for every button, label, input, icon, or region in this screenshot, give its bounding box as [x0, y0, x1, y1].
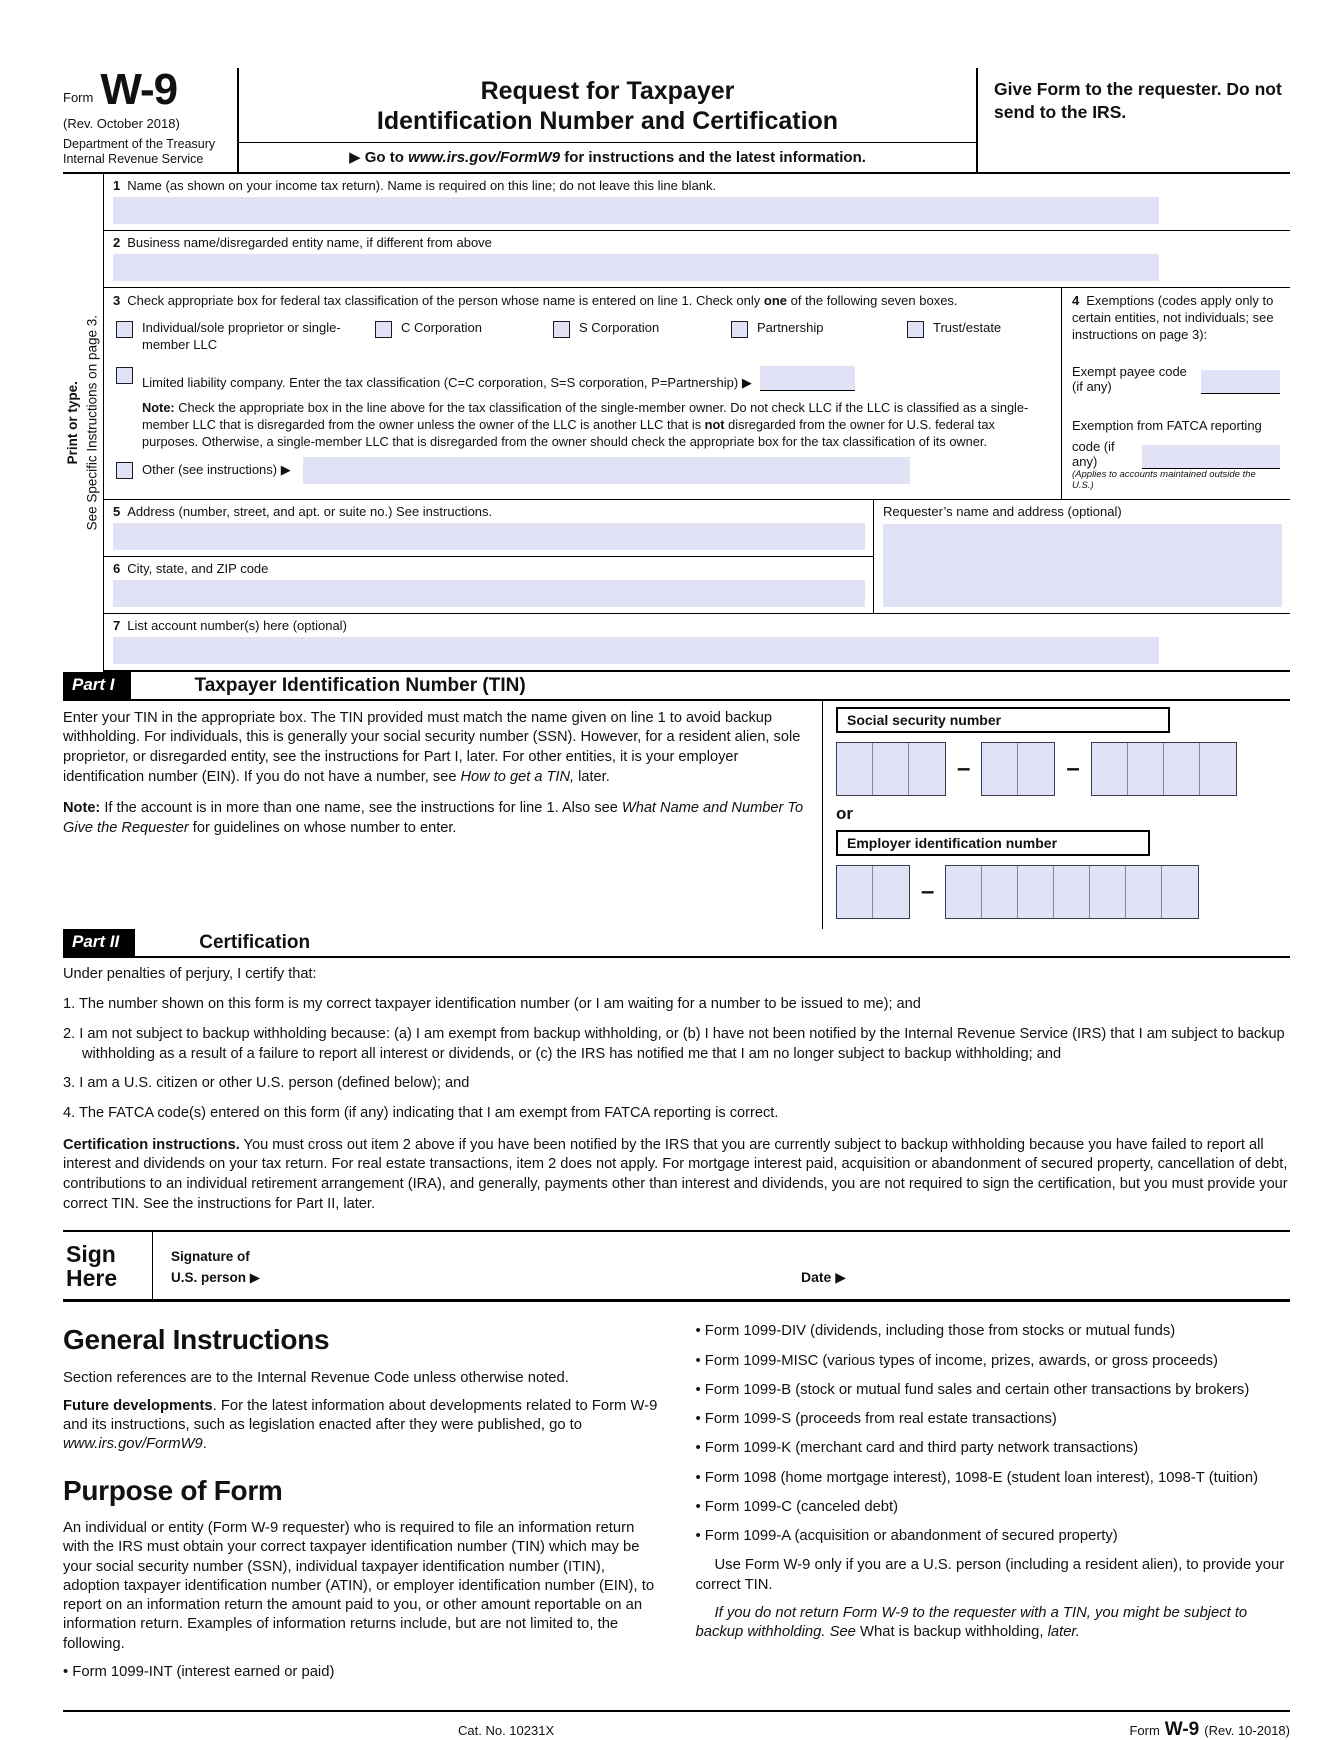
line4-label: Exemptions (codes apply only to certain entities, not individuals; see instructions on page 3):	[1072, 292, 1274, 342]
ein-digit-cell[interactable]	[1090, 866, 1126, 918]
line6-row	[104, 557, 873, 607]
individual-checkbox[interactable]	[116, 321, 133, 338]
ssn-digit-cell[interactable]	[909, 743, 945, 795]
line3-block: 3 Check appropriate box for federal tax classification of the person whose name is entered on line 1. Check only one of the following seven boxes. Individual/sole proprietor or single-member LLC C Corporation S Corporation Partnership Trust/estate Limited liability company. Enter the tax classification (C=C corporation, S=S corporation, P=Partnership) ▶ Note: Check the appropriate box in the line above for the tax classification of the single-member owner. Do not check LLC if the LLC is classified as a single-member LLC that is disregarded from the owner unless the owner of the LLC is another LLC that is not disregarded from the owner for U.S. federal tax purposes. Otherwise, a single-member LLC that is disregarded from the owner should check the appropriate box for the tax classification of its owner. Other (see instructions) ▶ 4 Exemptions (codes apply only to certain entities, not individuals; see instructions on page 3): Exempt payee code (if any) Exemption from FATCA reporting code (if any) (Applies to accounts maintained outside the U.S.)	[104, 288, 1290, 500]
ssn-digit-cell[interactable]	[1164, 743, 1200, 795]
form-bullet-1099-a: • Form 1099-A (acquisition or abandonment of secured property)	[696, 1527, 1291, 1546]
backup-withholding-paragraph: If you do not return Form W-9 to the requester with a TIN, you might be subject to backup withholding. See What is backup withholding, later.	[695, 1604, 1248, 1640]
address-input[interactable]	[113, 523, 865, 550]
footer-form-id: Form W-9 (Rev. 10-2018)	[1129, 1718, 1290, 1740]
partnership-checkbox[interactable]	[731, 321, 748, 338]
c-corporation-checkbox[interactable]	[375, 321, 392, 338]
llc-checkbox[interactable]	[116, 367, 133, 384]
part2-title: Certification	[199, 931, 311, 953]
form-id-block	[63, 65, 239, 172]
line5-number: 5	[113, 503, 121, 519]
ein-digit-cell[interactable]	[1162, 866, 1198, 918]
sign-here-block	[63, 1230, 1290, 1302]
use-form-paragraph: Use Form W-9 only if you are a U.S. person (including a resident alien), to provide your correct TIN.	[695, 1557, 1285, 1593]
general-instructions-section	[63, 1322, 1290, 1692]
ein-input-row	[836, 865, 1290, 919]
line4-block	[1061, 288, 1290, 499]
form-bullet-1099-s: • Form 1099-S (proceeds from real estate transactions)	[696, 1410, 1291, 1429]
signature-label: Signature of U.S. person ▶	[171, 1249, 261, 1286]
applies-note: (Applies to accounts maintained outside the U.S.)	[1072, 468, 1256, 491]
ssn-digit-cell[interactable]	[1092, 743, 1128, 795]
section-references-paragraph: Section references are to the Internal Revenue Code unless otherwise noted.	[63, 1369, 569, 1386]
other-input[interactable]	[303, 457, 910, 484]
requester-name-address-input[interactable]	[883, 524, 1282, 607]
other-checkbox[interactable]	[116, 462, 133, 479]
line56-block	[104, 500, 1290, 614]
fatca-label-line1: Exemption from FATCA reporting	[1072, 417, 1262, 433]
certification-intro: Under penalties of perjury, I certify that:	[63, 965, 317, 982]
exempt-payee-code-input[interactable]	[1201, 370, 1280, 394]
ein-digit-cell[interactable]	[946, 866, 982, 918]
irs-url: www.irs.gov/FormW9	[408, 148, 561, 166]
line7-label: List account number(s) here (optional)	[127, 617, 347, 633]
other-label: Other (see instructions) ▶	[142, 462, 291, 478]
page-title: Request for Taxpayer Identification Number and Certification	[376, 76, 839, 135]
ssn-digit-cell[interactable]	[982, 743, 1018, 795]
line7-row	[104, 614, 1290, 664]
line2-label: Business name/disregarded entity name, if different from above	[127, 234, 492, 250]
form-footer	[63, 1710, 1290, 1738]
ssn-digit-cell[interactable]	[1128, 743, 1164, 795]
line1-number: 1	[113, 177, 121, 193]
ein-digit-cell[interactable]	[982, 866, 1018, 918]
part2-chip: Part II	[63, 929, 135, 956]
llc-label: Limited liability company. Enter the tax classification (C=C corporation, S=S corporation, P=Partnership) ▶	[142, 374, 752, 390]
form-bullet-1099-div: • Form 1099-DIV (dividends, including those from stocks or mutual funds)	[696, 1322, 1291, 1341]
form-word: Form	[63, 89, 94, 105]
fatca-label-line2: code (if any)	[1072, 438, 1115, 469]
exempt-payee-label: Exempt payee code (if any)	[1072, 363, 1187, 394]
ein-dash: –	[921, 877, 935, 905]
form-bullet-1099-b: • Form 1099-B (stock or mutual fund sales and certain other transactions by brokers)	[696, 1381, 1291, 1400]
line5-label: Address (number, street, and apt. or suite no.) See instructions.	[127, 503, 493, 519]
or-label: or	[836, 803, 853, 823]
requester-label: Requester’s name and address (optional)	[883, 503, 1122, 519]
print-or-type-sidebar	[63, 174, 103, 672]
tin-entry-area	[822, 701, 1290, 929]
line1-label: Name (as shown on your income tax return). Name is required on this line; do not leave this line blank.	[127, 177, 717, 193]
ein-digit-cell[interactable]	[873, 866, 909, 918]
city-state-zip-input[interactable]	[113, 580, 865, 607]
goto-instructions-line: ▶ Go to www.irs.gov/FormW9 for instructions and the latest information.	[239, 142, 976, 172]
form-bullet-1099-int: • Form 1099-INT (interest earned or paid)	[63, 1663, 658, 1682]
form-bullet-1099-misc: • Form 1099-MISC (various types of income, prizes, awards, or gross proceeds)	[696, 1352, 1291, 1371]
line3-label: Check appropriate box for federal tax classification of the person whose name is entered on line 1. Check only	[127, 292, 764, 308]
part2-header	[63, 929, 1290, 958]
tin-instructions-paragraph: Enter your TIN in the appropriate box. The TIN provided must match the name given on line 1 to avoid backup withholding. For individuals, this is generally your social security number (SSN). However, for a resident alien, sole proprietor, or disregarded entity, see the instructions for Part I, later. For other entities, it is your employer identification number (EIN). If you do not have a number, see How to get a TIN, later.	[63, 709, 801, 786]
line6-number: 6	[113, 560, 121, 576]
ssn-label-box: Social security number	[836, 707, 1170, 733]
account-numbers-input[interactable]	[113, 637, 1159, 664]
ssn-dash: –	[1066, 754, 1080, 782]
s-corporation-checkbox[interactable]	[553, 321, 570, 338]
ein-digit-cell[interactable]	[837, 866, 873, 918]
ssn-dash: –	[957, 754, 971, 782]
date-label: Date ▶	[801, 1269, 847, 1286]
individual-label: Individual/sole proprietor or single-member LLC	[142, 319, 341, 352]
part1-chip: Part I	[63, 672, 131, 699]
ein-label-box: Employer identification number	[836, 830, 1150, 856]
ein-digit-cell[interactable]	[1126, 866, 1162, 918]
purpose-of-form-heading: Purpose of Form	[63, 1474, 283, 1506]
line7-number: 7	[113, 617, 121, 633]
line5-row	[104, 500, 873, 557]
trust-estate-checkbox[interactable]	[907, 321, 924, 338]
part2-content	[63, 958, 1290, 1217]
form-number: W-9	[100, 65, 178, 114]
line3-number: 3	[113, 292, 121, 308]
signature-input[interactable]	[313, 1257, 730, 1287]
catalog-number: Cat. No. 10231X	[458, 1723, 555, 1739]
certification-item-1: 1. The number shown on this form is my correct taxpayer identification number (or I am waiting for a number to be issued to me); and	[63, 996, 921, 1013]
certification-item-2: 2. I am not subject to backup withholding because: (a) I am exempt from backup withholding, or (b) I have not been notified by the Internal Revenue Service (IRS) that I am subject to backup withholding as a result of a failure to report all interest or dividends, or (c) the IRS has notified me that I am no longer subject to backup withholding; and	[63, 1025, 1285, 1062]
requester-block	[874, 500, 1290, 613]
llc-classification-input[interactable]	[760, 366, 855, 391]
c-corporation-label: C Corporation	[401, 319, 482, 335]
business-name-input[interactable]	[113, 254, 1159, 281]
ein-digit-cell[interactable]	[1054, 866, 1090, 918]
line2-row	[104, 231, 1290, 288]
line1-row	[104, 174, 1290, 231]
date-input[interactable]	[863, 1257, 1270, 1287]
form-header	[63, 65, 1290, 174]
print-or-type-label: Print or type.	[65, 381, 81, 465]
line6-label: City, state, and ZIP code	[127, 560, 269, 576]
ssn-digit-cell[interactable]	[1200, 743, 1236, 795]
s-corporation-label: S Corporation	[579, 319, 660, 335]
tin-note-paragraph: Note: If the account is in more than one name, see the instructions for line 1. Also see What Name and Number To Give the Requester for guidelines on whose number to enter.	[63, 799, 804, 836]
ssn-digit-cell[interactable]	[837, 743, 873, 795]
part1-title: Taxpayer Identification Number (TIN)	[194, 674, 526, 696]
certification-item-3: 3. I am a U.S. citizen or other U.S. person (defined below); and	[63, 1075, 470, 1092]
purpose-paragraph: An individual or entity (Form W-9 requester) who is required to file an information return with the IRS must obtain your correct taxpayer identification number (TIN) which may be your social security number (SSN), individual taxpayer identification number (ITIN), adoption taxpayer identification number (ATIN), or employer identification number (EIN), to report on an information return the amount paid to you, or other amount reportable on an information return. Examples of information returns include, but are not limited to, the following.	[63, 1520, 655, 1652]
form-bullet-1099-c: • Form 1099-C (canceled debt)	[696, 1498, 1291, 1517]
fatca-code-input[interactable]	[1142, 445, 1280, 469]
department-line: Department of the Treasury	[63, 136, 216, 151]
partnership-label: Partnership	[757, 319, 824, 335]
form-bullet-1099-k: • Form 1099-K (merchant card and third party network transactions)	[696, 1439, 1291, 1458]
see-instructions-label: See Specific Instructions on page 3.	[85, 314, 100, 531]
ein-digit-cell[interactable]	[1018, 866, 1054, 918]
sign-here-label: Sign Here	[63, 1232, 153, 1299]
form-revision: (Rev. October 2018)	[63, 115, 180, 131]
part1-header	[63, 672, 1290, 701]
name-input[interactable]	[113, 197, 1159, 224]
ssn-digit-cell[interactable]	[873, 743, 909, 795]
form-bullet-1098: • Form 1098 (home mortgage interest), 1098-E (student loan interest), 1098-T (tuition)	[696, 1469, 1291, 1488]
certification-instructions: Certification instructions. You must cross out item 2 above if you have been notified by the IRS that you are currently subject to backup withholding because you have failed to report all interest and dividends on your tax return. For real estate transactions, item 2 does not apply. For mortgage interest paid, acquisition or abandonment of secured property, cancellation of debt, contributions to an individual retirement arrangement (IRA), and generally, payments other than interest and dividends, you are not required to sign the certification, but you must provide your correct TIN. See the instructions for Part II, later.	[63, 1136, 1288, 1212]
general-instructions-heading: General Instructions	[63, 1324, 330, 1356]
instructions-right-column	[696, 1322, 1291, 1692]
certification-item-4: 4. The FATCA code(s) entered on this form (if any) indicating that I am exempt from FATCA reporting is correct.	[63, 1104, 779, 1121]
agency-line: Internal Revenue Service	[63, 152, 204, 167]
line4-number: 4	[1072, 292, 1080, 308]
give-form-note: Give Form to the requester. Do not send to the IRS.	[994, 79, 1282, 123]
future-developments-paragraph: Future developments. For the latest information about developments related to Form W-9 and its instructions, such as legislation enacted after they were published, go to www.irs.gov/FormW9.	[63, 1398, 658, 1453]
trust-estate-label: Trust/estate	[933, 319, 1002, 335]
llc-note: Note: Check the appropriate box in the line above for the tax classification of the single-member owner. Do not check LLC if the LLC is classified as a single-member LLC that is disregarded from the owner unless the owner of the LLC is another LLC that is not disregarded from the owner for U.S. federal tax purposes. Otherwise, a single-member LLC that is disregarded from the owner should check the appropriate box for the tax classification of its owner.	[142, 399, 1029, 449]
ssn-input-row	[836, 742, 1290, 796]
form-title-block	[239, 68, 978, 172]
part1-content	[63, 701, 1290, 929]
line2-number: 2	[113, 234, 121, 250]
ssn-digit-cell[interactable]	[1018, 743, 1054, 795]
instructions-left-column	[63, 1322, 658, 1692]
